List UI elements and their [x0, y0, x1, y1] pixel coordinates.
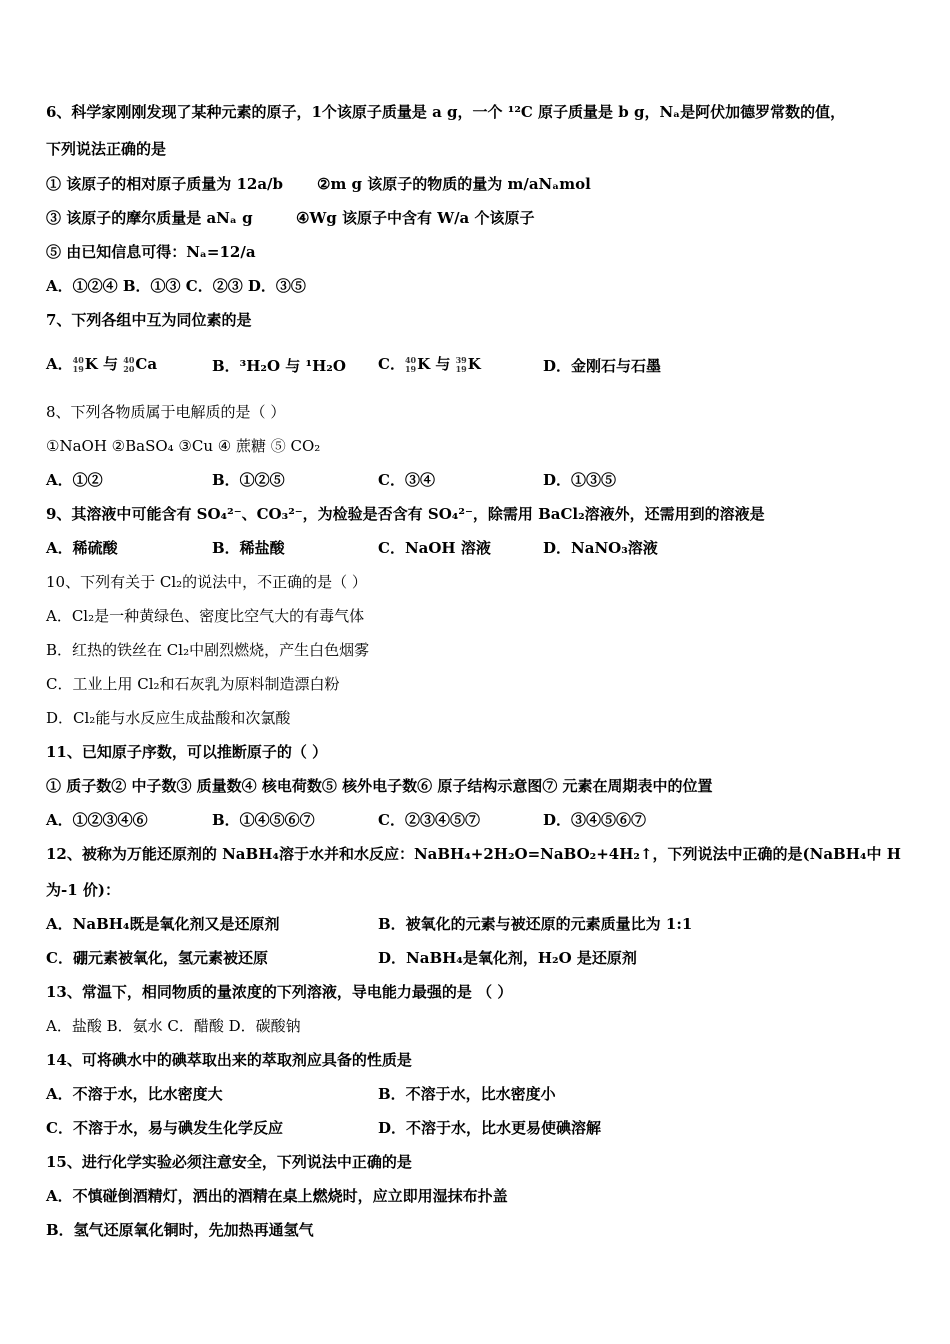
- q7-option-c-text-2: K: [467, 355, 481, 373]
- q8-stem: 8、下列各物质属于电解质的是（ ）: [46, 403, 286, 421]
- q11-items: ① 质子数② 中子数③ 质量数④ 核电荷数⑤ 核外电子数⑥ 原子结构示意图⑦ 元素在周期表中的位置: [46, 777, 713, 795]
- q12-option-c: C．硼元素被氧化，氢元素被还原: [46, 949, 268, 967]
- q14-option-c: C．不溶于水，易与碘发生化学反应: [46, 1119, 283, 1137]
- q6-statement-2: ②m g 该原子的物质的量为 m/aNₐmol: [317, 175, 591, 193]
- q7-option-c-label: C．: [378, 355, 405, 373]
- q9-stem: 9、其溶液中可能含有 SO₄²⁻、CO₃²⁻，为检验是否含有 SO₄²⁻，除需用 BaCl₂溶液外，还需用到的溶液是: [46, 505, 765, 523]
- q7-a-atomic-1: 19: [72, 364, 84, 374]
- q7-c-mass-2: 39: [455, 355, 467, 365]
- q9-option-c: C．NaOH 溶液: [378, 539, 491, 557]
- q9-option-d: D．NaNO₃溶液: [543, 539, 658, 557]
- q12-option-b: B．被氧化的元素与被还原的元素质量比为 1:1: [378, 915, 693, 933]
- q6-statement-4: ④Wg 该原子中含有 W/a 个该原子: [296, 209, 535, 227]
- q11-option-c: C．②③④⑤⑦: [378, 811, 480, 829]
- q7-option-b: B．³H₂O 与 ¹H₂O: [212, 357, 346, 375]
- q15-option-a: A．不慎碰倒酒精灯，洒出的酒精在桌上燃烧时，应立即用湿抹布扑盖: [46, 1187, 508, 1205]
- q15-stem: 15、进行化学实验必须注意安全，下列说法中正确的是: [46, 1153, 412, 1171]
- q12-option-a: A．NaBH₄既是氧化剂又是还原剂: [46, 915, 280, 933]
- q7-c-atomic-2: 19: [455, 364, 467, 374]
- q7-a-mass-2: 40: [123, 355, 135, 365]
- q10-stem: 10、下列有关于 Cl₂的说法中，不正确的是（ ）: [46, 573, 367, 591]
- q14-option-a: A．不溶于水，比水密度大: [46, 1085, 223, 1103]
- q8-option-c: C．③④: [378, 471, 435, 489]
- q14-stem: 14、可将碘水中的碘萃取出来的萃取剂应具备的性质是: [46, 1051, 412, 1069]
- q12-option-d: D．NaBH₄是氧化剂，H₂O 是还原剂: [378, 949, 637, 967]
- q7-c-atomic-1: 19: [404, 364, 417, 374]
- q11-option-a: A．①②③④⑥: [46, 811, 148, 829]
- q7-option-a-text-1: K 与: [84, 355, 119, 373]
- q7-a-atomic-2: 20: [123, 364, 135, 374]
- q7-option-a-label: A．: [46, 355, 73, 373]
- q13-stem: 13、常温下，相同物质的量浓度的下列溶液，导电能力最强的是 （ ）: [46, 983, 513, 1001]
- q12-stem-line-2: 为-1 价)：: [46, 881, 120, 899]
- q11-option-b: B．①④⑤⑥⑦: [212, 811, 315, 829]
- q8-items: ①NaOH ②BaSO₄ ③Cu ④ 蔗糖 ⑤ CO₂: [46, 437, 321, 455]
- q7-stem: 7、下列各组中互为同位素的是: [46, 311, 252, 329]
- q14-option-b: B．不溶于水，比水密度小: [378, 1085, 556, 1103]
- q9-option-a: A．稀硫酸: [46, 539, 118, 557]
- q11-option-d: D．③④⑤⑥⑦: [543, 811, 647, 829]
- q8-option-b: B．①②⑤: [212, 471, 285, 489]
- q7-option-c: [378, 354, 481, 374]
- q6-stem-line-2: 下列说法正确的是: [46, 140, 167, 158]
- q6-stem-line-1: 6、科学家刚刚发现了某种元素的原子，1个该原子质量是 a g，一个 ¹²C 原子质量是 b g，Nₐ是阿伏加德罗常数的值，: [46, 103, 846, 121]
- q8-option-d: D．①③⑤: [543, 471, 617, 489]
- q12-stem-line-1: 12、被称为万能还原剂的 NaBH₄溶于水并和水反应：NaBH₄+2H₂O=NaBO₂+4H₂↑，下列说法中正确的是(NaBH₄中 H: [46, 845, 901, 863]
- q6-statement-5: ⑤ 由已知信息可得：Nₐ=12/a: [46, 243, 256, 261]
- q15-option-b: B．氢气还原氧化铜时，先加热再通氢气: [46, 1221, 314, 1239]
- q11-stem: 11、已知原子序数，可以推断原子的（ ）: [46, 743, 328, 761]
- q7-option-a-text-2: Ca: [135, 355, 158, 373]
- q7-option-d: D．金刚石与石墨: [543, 357, 662, 375]
- q10-option-c: C．工业上用 Cl₂和石灰乳为原料制造漂白粉: [46, 675, 340, 693]
- q14-option-d: D．不溶于水，比水更易使碘溶解: [378, 1119, 602, 1137]
- q9-option-b: B．稀盐酸: [212, 539, 285, 557]
- q13-options: A．盐酸 B．氨水 C．醋酸 D．碳酸钠: [46, 1017, 301, 1035]
- q10-option-b: B．红热的铁丝在 Cl₂中剧烈燃烧，产生白色烟雾: [46, 641, 370, 659]
- q10-option-a: A．Cl₂是一种黄绿色、密度比空气大的有毒气体: [46, 607, 365, 625]
- q8-option-a: A．①②: [46, 471, 103, 489]
- q6-statement-3: ③ 该原子的摩尔质量是 aNₐ g: [46, 209, 253, 227]
- q6-options: A．①②④ B．①③ C．②③ D．③⑤: [46, 277, 306, 295]
- q7-c-mass-1: 40: [404, 355, 417, 365]
- q6-statement-1: ① 该原子的相对原子质量为 12a/b: [46, 175, 284, 193]
- q10-option-d: D．Cl₂能与水反应生成盐酸和次氯酸: [46, 709, 291, 727]
- q7-option-c-text-1: K 与: [417, 355, 451, 373]
- q7-a-mass-1: 40: [72, 355, 84, 365]
- q7-option-a: [46, 354, 157, 374]
